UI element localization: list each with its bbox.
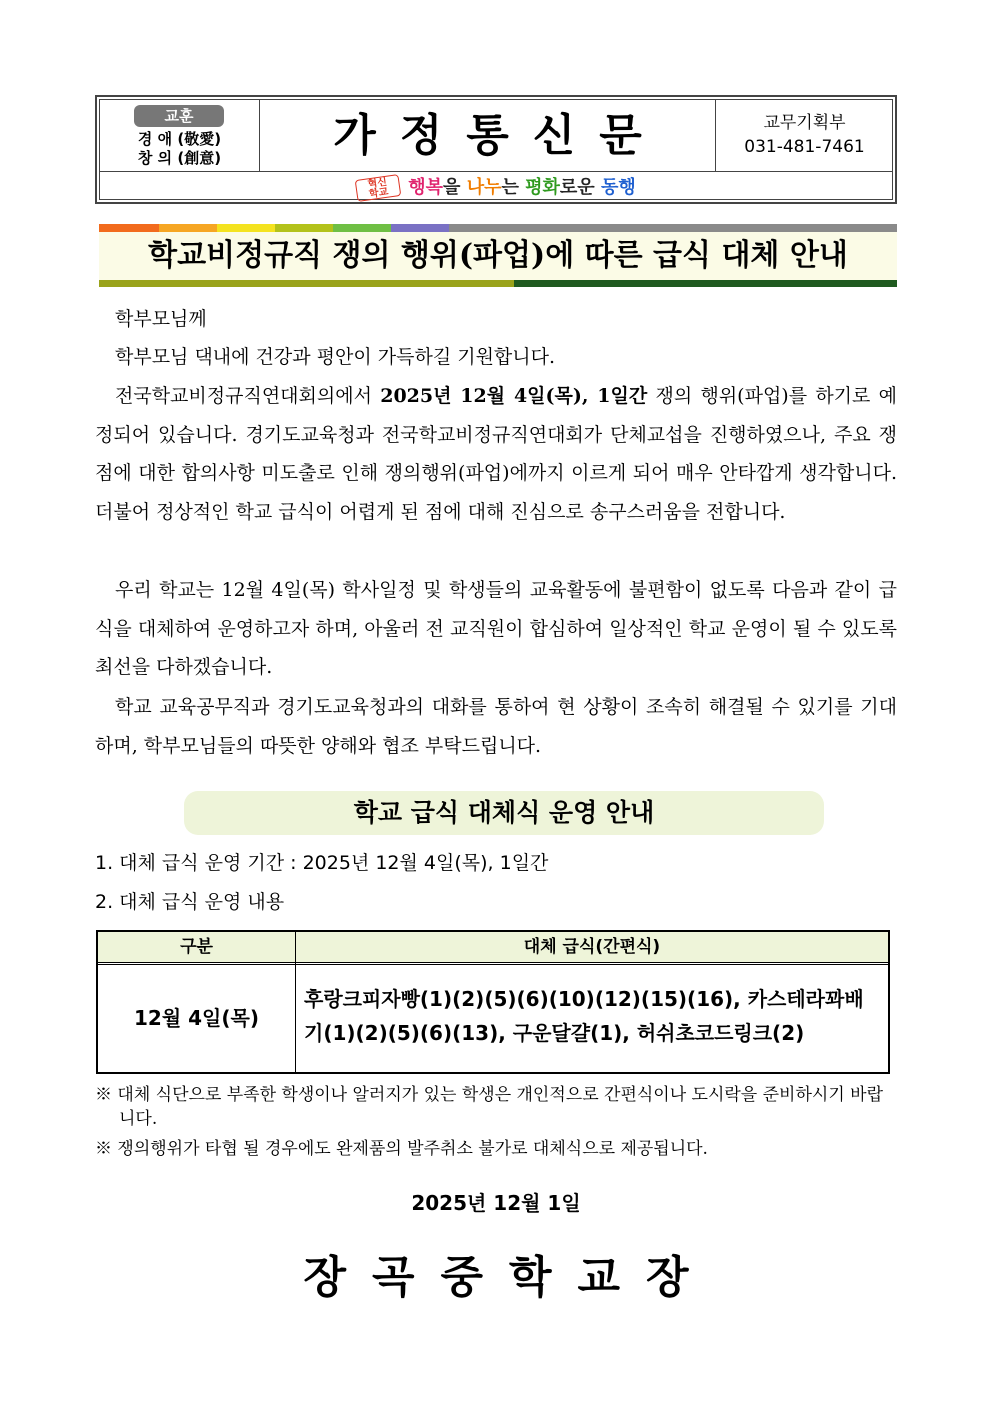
slogan-word-1: 행복 [408,177,444,198]
badge-line-1: 혁신 [367,176,388,191]
strike-date: 2025년 12월 4일(목), 1일간 [380,385,648,407]
title-underline-left [99,280,514,287]
motto-line-2: 창 의 (創意) [137,149,222,167]
slogan-word-4: 는 [501,177,526,198]
table-header-meal: 대체 급식(간편식) [296,932,888,962]
color-band-segment [99,224,159,232]
table-column-divider [295,932,296,1072]
table-cell-menu: 후랑크피자빵(1)(2)(5)(6)(10)(12)(15)(16), 카스테라꽈배기(1)(2)(5)(6)(13), 구운달걀(1), 허쉬초코드링크(2) [304,987,864,1045]
school-slogan [100,172,892,203]
newsletter-header [95,95,897,204]
slogan-word-3: 나누 [466,177,502,198]
color-band-segment [333,224,391,232]
title-underline-right [514,280,897,287]
school-motto-cell [100,100,260,171]
slogan-word-5: 평화 [525,177,560,198]
list-item-content: 2. 대체 급식 운영 내용 [95,891,285,913]
table-cell-date: 12월 4일(목) [134,1006,259,1030]
slogan-word-6: 로운 [559,177,601,198]
header-top-row [100,100,892,172]
school-principal: 장곡중학교장 [303,1252,715,1303]
department-cell [717,100,892,171]
department-name: 교무기획부 [763,113,846,133]
note-allergy: ※ 대체 식단으로 부족한 학생이나 알러지가 있는 학생은 개인적으로 간편식이나 도시락을 준비하시기 바랍니다. [95,1085,883,1129]
color-band-segment [449,224,897,232]
paragraph-2-c: 쟁의 행위(파업)를 하기로 예정되어 있습니다. 경기도교육청과 전국학교비정규직연대회가 단체교섭을 진행하였으나, 주요 쟁점에 대한 합의사항 미도출로 인해 쟁의행위(파업)에까지 이르게 되어 매우 안타깝게 생각합니다. 더불어 정상적인 학교 급식이 어렵게 된 점에 대해 진심으로 송구스러움을 전합니다. [95,385,898,523]
color-band-segment [217,224,275,232]
color-band-segment [159,224,217,232]
meal-table [96,930,890,1074]
innovation-school-badge [355,174,402,202]
list-item-period: 1. 대체 급식 운영 기간 : 2025년 12월 4일(목), 1일간 [95,852,549,874]
newsletter-title: 가정통신문 [260,100,716,171]
paragraph-1: 학부모님 댁내에 건강과 평안이 가득하길 기원합니다. [115,346,556,368]
color-band-segment [275,224,333,232]
note-substitute: ※ 쟁의행위가 타협 될 경우에도 완제품의 발주취소 불가로 대체식으로 제공됩니다. [95,1139,708,1159]
header-inner-frame [99,99,893,200]
table-header-category: 구분 [98,932,295,962]
motto-label: 교훈 [134,105,224,127]
issue-date: 2025년 12월 1일 [411,1191,581,1215]
paragraph-2-a: 전국학교비정규직연대회의에서 [115,385,381,407]
department-phone: 031-481-7461 [744,137,865,157]
section-heading: 학교 급식 대체식 운영 안내 [184,791,824,835]
paragraph-2 [95,377,897,531]
motto-line-1: 경 애 (敬愛) [137,130,222,148]
slogan-word-7: 동행 [600,177,636,198]
paragraph-4: 학교 교육공무직과 경기도교육청과의 대화를 통하여 현 상황이 조속히 해결될 수 있기를 기대하며, 학부모님들의 따뜻한 양해와 협조 부탁드립니다. [95,696,897,757]
paragraph-3: 우리 학교는 12월 4일(목) 학사일정 및 학생들의 교육활동에 불편함이 없도록 다음과 같이 급식을 대체하여 운영하고자 하며, 아울러 전 교직원이 합심하여 일상적인 학교 운영이 될 수 있도록 최선을 다하겠습니다. [95,579,897,678]
greeting: 학부모님께 [115,308,207,330]
notice-title: 학교비정규직 쟁의 행위(파업)에 따른 급식 대체 안내 [148,238,848,273]
badge-line-2: 학교 [368,186,390,201]
slogan-word-2: 을 [443,177,467,198]
color-band-segment [391,224,449,232]
